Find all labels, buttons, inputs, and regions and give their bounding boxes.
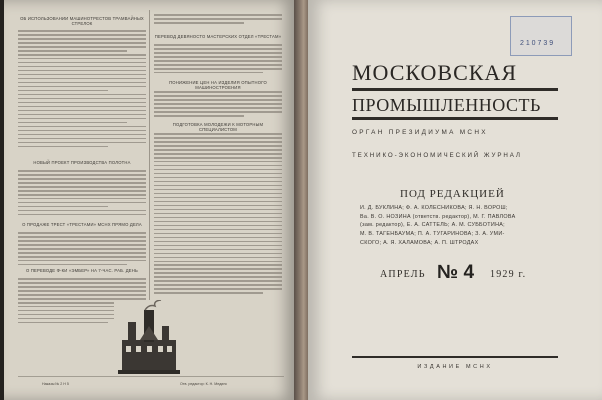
body-text-block (18, 232, 146, 268)
body-text-block (18, 30, 146, 150)
journal-organ: ОРГАН ПРЕЗИДИУМА МСНХ (352, 129, 488, 136)
issue-month: АПРЕЛЬ (380, 269, 426, 280)
footer-right: Отв. редактор: К. Н. Мединс (180, 382, 228, 386)
editors-line: (зам. редактор), Е. А. САТТЕЛЬ; А. М. СУББОТИНА; (360, 222, 505, 229)
stamp-number: 2 1 0 7 3 9 (520, 40, 554, 47)
issue-year: 1929 г. (490, 269, 527, 280)
section-heading: О ПЕРЕВОДЕ Ф-КИ «ЭМБЕР» НА 7-ЧАС. РАБ. ДЕНЬ (26, 268, 138, 273)
body-text-block (154, 133, 282, 296)
library-stamp (510, 16, 572, 56)
section-heading: ПЕРЕВОД ДЕВЯНОСТО МАСТЕРСКИХ ОТДЕЛ «ТРЕСТАМ» (154, 34, 282, 39)
section-heading: ПОНИЖЕНИЕ ЦЕН НА ИЗДЕЛИЯ ОПЫТНОГО МАШИНОСТРОЕНИЯ (169, 80, 267, 90)
body-text-block (18, 170, 146, 218)
journal-title-line2: ПРОМЫШЛЕННОСТЬ (352, 95, 541, 115)
editors-line: Ва. В. О. НОЗИНА (ответств. редактор), М. Г. ПАВЛОВА (360, 213, 516, 220)
editors-heading: ПОД РЕДАКЦИЕЙ (400, 188, 505, 200)
editors-line: И. Д. БУКЛИНА; Ф. А. КОЛЕСНИКОВА; Я. Н. ВОРОШ; (360, 205, 508, 211)
editors-line: СКОГО; А. Я. ХАЛАМОВА; А. П. ШТРОДАХ (360, 239, 479, 246)
left-page (4, 0, 296, 400)
body-text-block (154, 14, 282, 26)
body-text-block (154, 44, 282, 76)
publisher: ИЗДАНИЕ МСНХ (417, 364, 493, 370)
editors-line: М. В. ТАГЕНБАУМА; П. А. ТУГАРИНОВА; З. А. УМИ- (360, 231, 505, 238)
section-heading: ОБ ИСПОЛЬЗОВАНИИ МАШИНОТРЕСТОВ ТРАМВАЙНЫХ СТРЕЛОК (20, 16, 144, 26)
editors-list (360, 204, 585, 248)
journal-subtitle: ТЕХНИКО-ЭКОНОМИЧЕСКИЙ ЖУРНАЛ (352, 152, 522, 159)
journal-title-line1: МОСКОВСКАЯ (352, 60, 517, 85)
body-text-block (154, 91, 282, 119)
footer-rule (18, 376, 284, 377)
section-heading: ПОДГОТОВКА МОЛОДЕЖИ К МОТОРНЫМ СПЕЦИАЛИСТОМ (172, 122, 264, 132)
title-rule (352, 117, 558, 120)
section-heading: НОВЫЙ ПРОЕКТ ПРОИЗВОДСТВА ПОЛОТНА (33, 160, 131, 165)
section-heading: О ПРОДАЖЕ ТРЕСТ «ТРЕСТАМИ» МСНХ ПРЯМО ДЕЛА (22, 222, 142, 227)
title-rule (352, 88, 558, 91)
footer-left: Наказы № 2 Н 5 (42, 382, 69, 386)
issue-number: № 4 (437, 262, 475, 283)
factory-illustration (114, 300, 184, 376)
issue-info (352, 262, 592, 286)
right-page-title (308, 0, 602, 400)
bottom-rule (352, 356, 558, 358)
